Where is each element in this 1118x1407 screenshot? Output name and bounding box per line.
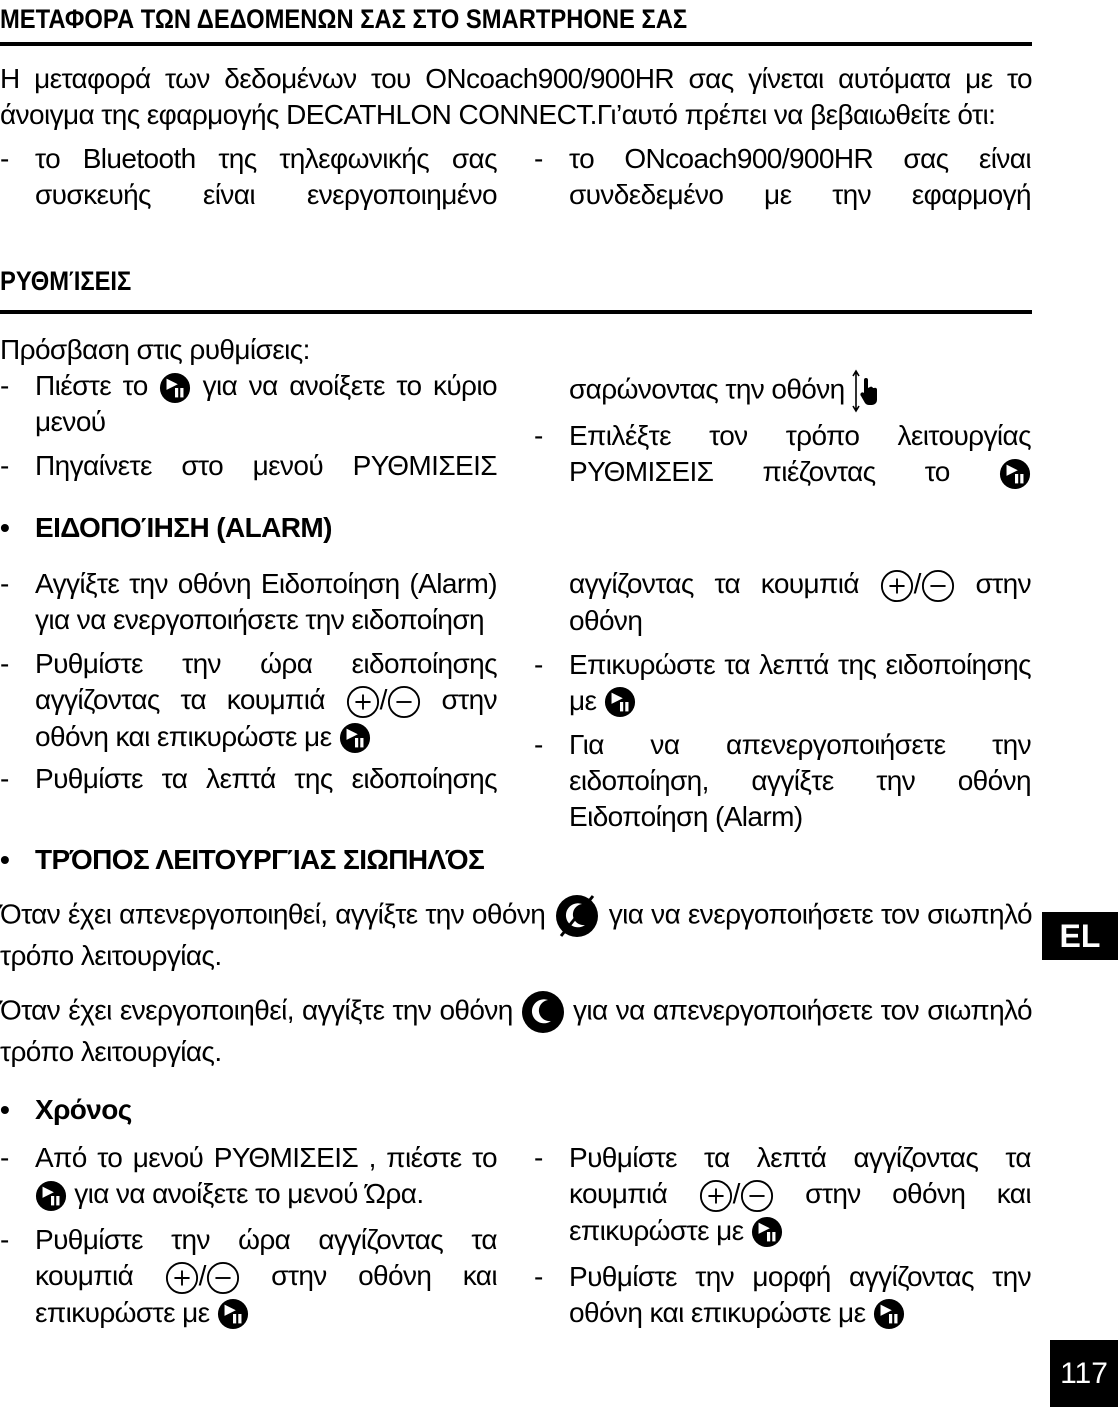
step-text: σαρώνοντας την οθόνη xyxy=(569,373,845,405)
play-pause-icon xyxy=(873,1298,905,1330)
step-text: Αγγίξτε την οθόνη Ειδοποίηση (Alarm) για να ενεργοποιήσετε την ειδοποίηση xyxy=(35,568,497,635)
slash: / xyxy=(732,1178,740,1209)
step-text: για να ανοίξετε το κύριο μενού xyxy=(35,370,497,437)
time-step-hour xyxy=(0,1222,497,1331)
silent-text: για να απενεργοποιήσετε τον σιωπηλό τρόπο λειτουργίας. xyxy=(0,994,1032,1067)
step-text: Ρυθμίστε την ώρα ειδοποίησης αγγίζοντας τα κουμπιά xyxy=(35,648,497,715)
step-go-settings xyxy=(0,448,497,484)
silent-heading xyxy=(0,842,1032,878)
slash: / xyxy=(379,684,387,715)
dash: - xyxy=(0,762,9,794)
step-text: Ρυθμίστε την ώρα αγγίζοντας τα κουμπιά xyxy=(35,1224,497,1291)
step-text: Ρυθμίστε την μορφή αγγίζοντας την οθόνη και επικυρώστε με xyxy=(569,1260,1031,1328)
minus-icon xyxy=(206,1261,240,1295)
transfer-heading: ΜΕΤΑΦΟΡΑ ΤΩΝ ΔΕΔΟΜΕΝΩΝ ΣΑΣ ΣΤΟ SMARTPHONE ΣΑΣ xyxy=(0,4,688,34)
step-text: στην οθόνη και επικυρώστε με xyxy=(35,1260,497,1328)
minus-icon xyxy=(387,685,421,719)
section-silent xyxy=(0,842,1032,1070)
dash: - xyxy=(534,648,543,680)
section-settings xyxy=(0,264,1032,487)
section-transfer xyxy=(0,0,1032,217)
moon-crossed-icon xyxy=(553,894,601,938)
step-text: αγγίζοντας τα κουμπιά xyxy=(569,568,859,599)
silent-text: Όταν έχει ενεργοποιηθεί, αγγίξτε την οθόνη xyxy=(0,994,513,1026)
bullet: • xyxy=(0,512,10,543)
plus-icon xyxy=(699,1179,733,1213)
time-step-format xyxy=(534,1259,1031,1331)
plus-icon xyxy=(165,1261,199,1295)
play-pause-icon xyxy=(35,1180,67,1212)
alarm-step-enable xyxy=(0,566,497,638)
dash: - xyxy=(0,568,9,599)
play-pause-icon xyxy=(339,722,371,754)
time-step-minutes xyxy=(534,1140,1031,1249)
step-swipe xyxy=(534,368,1031,414)
silent-text: για να ενεργοποιήσετε τον σιωπηλό τρόπο λειτουργίας. xyxy=(0,898,1032,971)
dash: - xyxy=(0,370,9,401)
alarm-step-hour xyxy=(0,646,497,755)
time-title: Χρόνος xyxy=(35,1094,132,1125)
bullet: • xyxy=(0,1094,10,1125)
heading-rule xyxy=(0,310,1032,314)
dash: - xyxy=(0,143,9,174)
dash: - xyxy=(0,1142,9,1173)
minus-icon xyxy=(740,1179,774,1213)
dash: - xyxy=(0,648,9,679)
dash: - xyxy=(534,728,543,760)
heading-rule xyxy=(0,42,1032,46)
silent-title: ΤΡΌΠΟΣ ΛΕΙΤΟΥΡΓΊΑΣ ΣΙΩΠΗΛΌΣ xyxy=(35,844,485,875)
dash: - xyxy=(534,1260,543,1292)
time-step-open xyxy=(0,1140,497,1212)
alarm-step-confirm xyxy=(534,647,1031,719)
plus-icon xyxy=(880,569,914,603)
transfer-conditions xyxy=(0,141,1032,217)
slash: / xyxy=(198,1260,206,1291)
condition-connected xyxy=(534,141,1031,213)
step-select-settings xyxy=(534,418,1031,490)
step-text: Για να απενεργοποιήσετε την ειδοποίηση, αγγίξτε την οθόνη Ειδοποίηση (Alarm) xyxy=(569,728,1031,832)
step-text: Από το μενού ΡΥΘΜΙΣΕΙΣ , πιέστε το xyxy=(35,1142,497,1173)
alarm-step-minutes xyxy=(0,761,497,797)
slash: / xyxy=(913,568,921,599)
alarm-title: ΕΙΔΟΠΟΊΗΣΗ (ALARM) xyxy=(35,512,332,543)
step-text: Ρυθμίστε τα λεπτά αγγίζοντας τα κουμπιά xyxy=(569,1142,1031,1209)
settings-access-label: Πρόσβαση στις ρυθμίσεις: xyxy=(0,334,310,365)
step-text: στην οθόνη και επικυρώστε με xyxy=(569,1178,1031,1246)
alarm-step-minutes-cont xyxy=(534,566,1031,639)
step-text: Πηγαίνετε στο μενού ΡΥΘΜΙΣΕΙΣ xyxy=(35,450,497,481)
step-text: Επικυρώστε τα λεπτά της ειδοποίησης με xyxy=(569,648,1031,716)
silent-disable-para xyxy=(0,990,1032,1070)
step-text: στην οθόνη xyxy=(569,568,1031,636)
settings-heading: ΡΥΘΜΊΣΕΙΣ xyxy=(0,266,132,296)
dash: - xyxy=(534,1142,543,1173)
step-text: Πιέστε το xyxy=(35,370,148,401)
step-text: στην οθόνη και επικυρώστε με xyxy=(35,684,497,752)
dash: - xyxy=(534,420,543,451)
bullet: • xyxy=(0,844,10,875)
step-text: για να ανοίξετε το μενού Ώρα. xyxy=(74,1178,424,1209)
step-text: Ρυθμίστε τα λεπτά της ειδοποίησης xyxy=(35,762,497,794)
moon-icon xyxy=(521,990,565,1034)
condition-text: το Bluetooth της τηλεφωνικής σας συσκευής είναι ενεργοποιημένο xyxy=(35,143,497,210)
dash: - xyxy=(534,143,543,174)
condition-text: το ONcoach900/900HR σας είναι συνδεδεμένο με την εφαρμογή xyxy=(569,143,1031,210)
step-open-menu xyxy=(0,368,497,440)
condition-bluetooth xyxy=(0,141,497,213)
play-pause-icon xyxy=(999,458,1031,490)
language-tab: EL xyxy=(1042,912,1118,960)
silent-enable-para xyxy=(0,894,1032,974)
page-number: 117 xyxy=(1050,1340,1118,1407)
step-text: Επιλέξτε τον τρόπο λειτουργίας ΡΥΘΜΙΣΕΙΣ πιέζοντας το xyxy=(569,420,1031,487)
minus-icon xyxy=(921,569,955,603)
silent-text: Όταν έχει απενεργοποιηθεί, αγγίξτε την οθόνη xyxy=(0,898,546,930)
transfer-intro: Η μεταφορά των δεδομένων του ONcoach900/900HR σας γίνεται αυτόματα με το άνοιγμα της εφαρμογής DECATHLON CONNECT.Γι’αυτό πρέπει να βεβαιωθείτε ότι: xyxy=(0,63,1032,130)
alarm-step-disable xyxy=(534,727,1031,835)
play-pause-icon xyxy=(159,372,191,404)
swipe-gesture-icon xyxy=(852,368,882,414)
dash: - xyxy=(0,1224,9,1255)
play-pause-icon xyxy=(604,686,636,718)
section-alarm xyxy=(0,510,1032,832)
dash: - xyxy=(0,450,9,481)
section-time xyxy=(0,1092,1032,1328)
play-pause-icon xyxy=(217,1298,249,1330)
time-heading xyxy=(0,1092,1032,1128)
play-pause-icon xyxy=(751,1216,783,1248)
alarm-heading xyxy=(0,510,1032,546)
plus-icon xyxy=(346,685,380,719)
